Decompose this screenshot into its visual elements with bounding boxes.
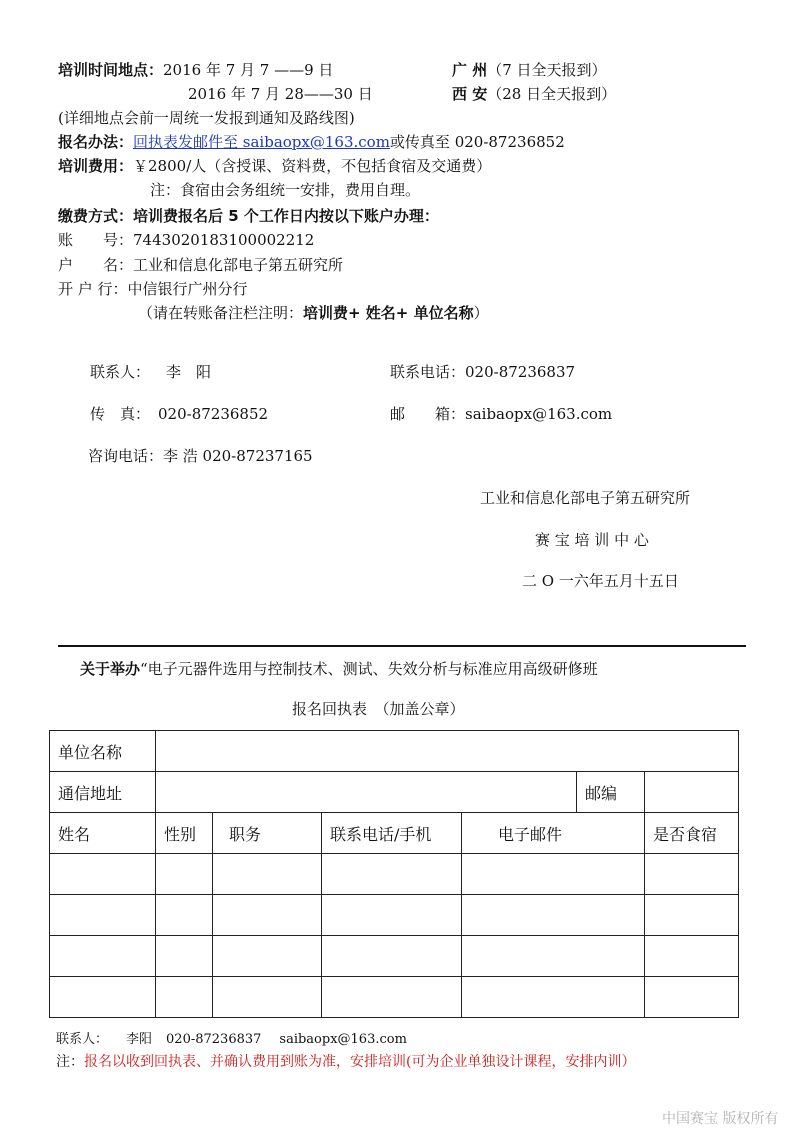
contact-phone-value: 020-87236837 bbox=[465, 363, 576, 381]
cell-email[interactable] bbox=[462, 977, 645, 1018]
cell-gender[interactable] bbox=[156, 977, 213, 1018]
remark-bold: 培训费+ 姓名+ 单位名称 bbox=[303, 304, 474, 322]
form-title bbox=[80, 659, 598, 679]
col-gender: 性别 bbox=[156, 813, 213, 854]
schedule-date-1: 2016 年 7 月 7 ——9 日 bbox=[163, 61, 334, 79]
cell-name[interactable] bbox=[50, 854, 156, 895]
consult-line bbox=[88, 446, 313, 466]
cell-position[interactable] bbox=[213, 977, 322, 1018]
form-title-bold: 关于举办 bbox=[80, 660, 141, 678]
payment-label: 缴费方式：培训费报名后 5 个工作日内按以下账户办理： bbox=[58, 207, 439, 225]
contact-fax-value: 020-87236852 bbox=[158, 405, 269, 423]
fee-label: 培训费用： bbox=[58, 157, 134, 175]
schedule-city-1: 广 州 bbox=[452, 61, 488, 79]
fee-line bbox=[58, 156, 491, 176]
schedule-label: 培训时间地点： bbox=[58, 61, 164, 79]
col-phone: 联系电话/手机 bbox=[322, 813, 462, 854]
registration-email-link[interactable]: 回执表发邮件至 saibaopx@163.com bbox=[133, 133, 390, 151]
contact-fax-label: 传 真： bbox=[90, 405, 151, 423]
cell-gender[interactable] bbox=[156, 895, 213, 936]
section-divider bbox=[58, 645, 746, 647]
registration-label: 报名办法： bbox=[58, 133, 134, 151]
contact-email-value[interactable]: saibaopx@163.com bbox=[465, 405, 613, 423]
footer-contact-name: 李阳 bbox=[126, 1032, 153, 1047]
bank-label: 开 户 行： bbox=[58, 280, 128, 298]
footer-contact-label: 联系人： bbox=[56, 1032, 109, 1047]
cell-meals[interactable] bbox=[645, 977, 739, 1018]
signature-center: 赛 宝 培 训 中 心 bbox=[535, 531, 649, 549]
signature-org: 工业和信息化部电子第五研究所 bbox=[480, 489, 691, 507]
registration-form-table bbox=[49, 730, 739, 1018]
contact-person-label: 联系人： bbox=[90, 363, 151, 381]
address-input[interactable] bbox=[156, 772, 577, 813]
schedule-date-2: 2016 年 7 月 28——30 日 bbox=[188, 85, 373, 103]
org-input[interactable] bbox=[156, 731, 739, 772]
bank-line bbox=[58, 279, 248, 299]
address-row bbox=[50, 772, 739, 813]
address-label: 通信地址 bbox=[50, 772, 156, 813]
footer-contact bbox=[56, 1031, 407, 1049]
account-label: 账 号： bbox=[58, 231, 134, 249]
contact-fax-line bbox=[90, 404, 268, 424]
cell-email[interactable] bbox=[462, 854, 645, 895]
account-name-value: 工业和信息化部电子第五研究所 bbox=[133, 256, 344, 274]
form-subtitle: 报名回执表 （加盖公章） bbox=[292, 700, 465, 718]
account-line bbox=[58, 230, 314, 250]
cell-meals[interactable] bbox=[645, 895, 739, 936]
zip-input[interactable] bbox=[645, 772, 739, 813]
footer-contact-email: saibaopx@163.com bbox=[279, 1032, 407, 1047]
table-row bbox=[50, 854, 739, 895]
cell-gender[interactable] bbox=[156, 936, 213, 977]
schedule-detail-note: (详细地点会前一周统一发报到通知及路线图) bbox=[58, 109, 355, 127]
payment-remark bbox=[138, 303, 489, 323]
col-email: 电子邮件 bbox=[462, 813, 645, 854]
schedule-row-1 bbox=[58, 60, 333, 80]
schedule-city-2-note: （28 日全天报到） bbox=[487, 85, 617, 103]
cell-gender[interactable] bbox=[156, 854, 213, 895]
col-meals: 是否食宿 bbox=[645, 813, 739, 854]
contact-person-value: 李 阳 bbox=[166, 363, 212, 381]
cell-name[interactable] bbox=[50, 977, 156, 1018]
org-row bbox=[50, 731, 739, 772]
account-name-line bbox=[58, 255, 343, 275]
contact-email-label: 邮 箱： bbox=[390, 405, 466, 423]
bank-value: 中信银行广州分行 bbox=[127, 280, 248, 298]
header-row bbox=[50, 813, 739, 854]
cell-email[interactable] bbox=[462, 895, 645, 936]
account-value: 7443020183100002212 bbox=[133, 231, 315, 249]
col-name: 姓名 bbox=[50, 813, 156, 854]
cell-name[interactable] bbox=[50, 936, 156, 977]
table-row bbox=[50, 895, 739, 936]
footer-note-label: 注： bbox=[56, 1054, 84, 1070]
contact-phone-line bbox=[390, 362, 575, 382]
cell-phone[interactable] bbox=[322, 977, 462, 1018]
table-row bbox=[50, 936, 739, 977]
schedule-city-1-block bbox=[452, 60, 607, 80]
schedule-city-1-note: （7 日全天报到） bbox=[487, 61, 607, 79]
cell-name[interactable] bbox=[50, 895, 156, 936]
cell-position[interactable] bbox=[213, 936, 322, 977]
fee-note: 注：食宿由会务组统一安排，费用自理。 bbox=[150, 181, 421, 199]
table-row bbox=[50, 977, 739, 1018]
fee-value: ￥2800/人（含授课、资料费，不包括食宿及交通费） bbox=[133, 157, 492, 175]
footer-note bbox=[56, 1053, 635, 1071]
consult-label: 咨询电话： bbox=[88, 447, 164, 465]
cell-meals[interactable] bbox=[645, 854, 739, 895]
cell-position[interactable] bbox=[213, 895, 322, 936]
cell-email[interactable] bbox=[462, 936, 645, 977]
contact-person-line bbox=[90, 362, 211, 382]
cell-phone[interactable] bbox=[322, 936, 462, 977]
org-label: 单位名称 bbox=[50, 731, 156, 772]
schedule-city-2: 西 安 bbox=[452, 85, 488, 103]
footer-contact-phone: 020-87236837 bbox=[166, 1032, 262, 1047]
col-position: 职务 bbox=[213, 813, 322, 854]
contact-email-line bbox=[390, 404, 612, 424]
copyright-watermark: 中国赛宝 版权所有 bbox=[662, 1111, 779, 1127]
cell-position[interactable] bbox=[213, 854, 322, 895]
footer-note-text: 报名以收到回执表、并确认费用到账为准，安排培训(可为企业单独设计课程，安排内训） bbox=[84, 1054, 636, 1070]
remark-prefix: （请在转账备注栏注明： bbox=[138, 304, 304, 322]
account-name-label: 户 名： bbox=[58, 256, 134, 274]
registration-line bbox=[58, 132, 565, 152]
signature-date: 二 O 一六年五月十五日 bbox=[522, 572, 679, 590]
registration-fax: 或传真至 020-87236852 bbox=[389, 133, 565, 151]
schedule-city-2-block bbox=[452, 84, 616, 104]
consult-value: 李 浩 020-87237165 bbox=[163, 447, 313, 465]
remark-suffix: ） bbox=[473, 304, 489, 322]
cell-meals[interactable] bbox=[645, 936, 739, 977]
cell-phone[interactable] bbox=[322, 895, 462, 936]
cell-phone[interactable] bbox=[322, 854, 462, 895]
form-title-rest: “电子元器件选用与控制技术、测试、失效分析与标准应用高级研修班 bbox=[140, 660, 598, 678]
contact-phone-label: 联系电话： bbox=[390, 363, 466, 381]
zip-label: 邮编 bbox=[577, 772, 645, 813]
